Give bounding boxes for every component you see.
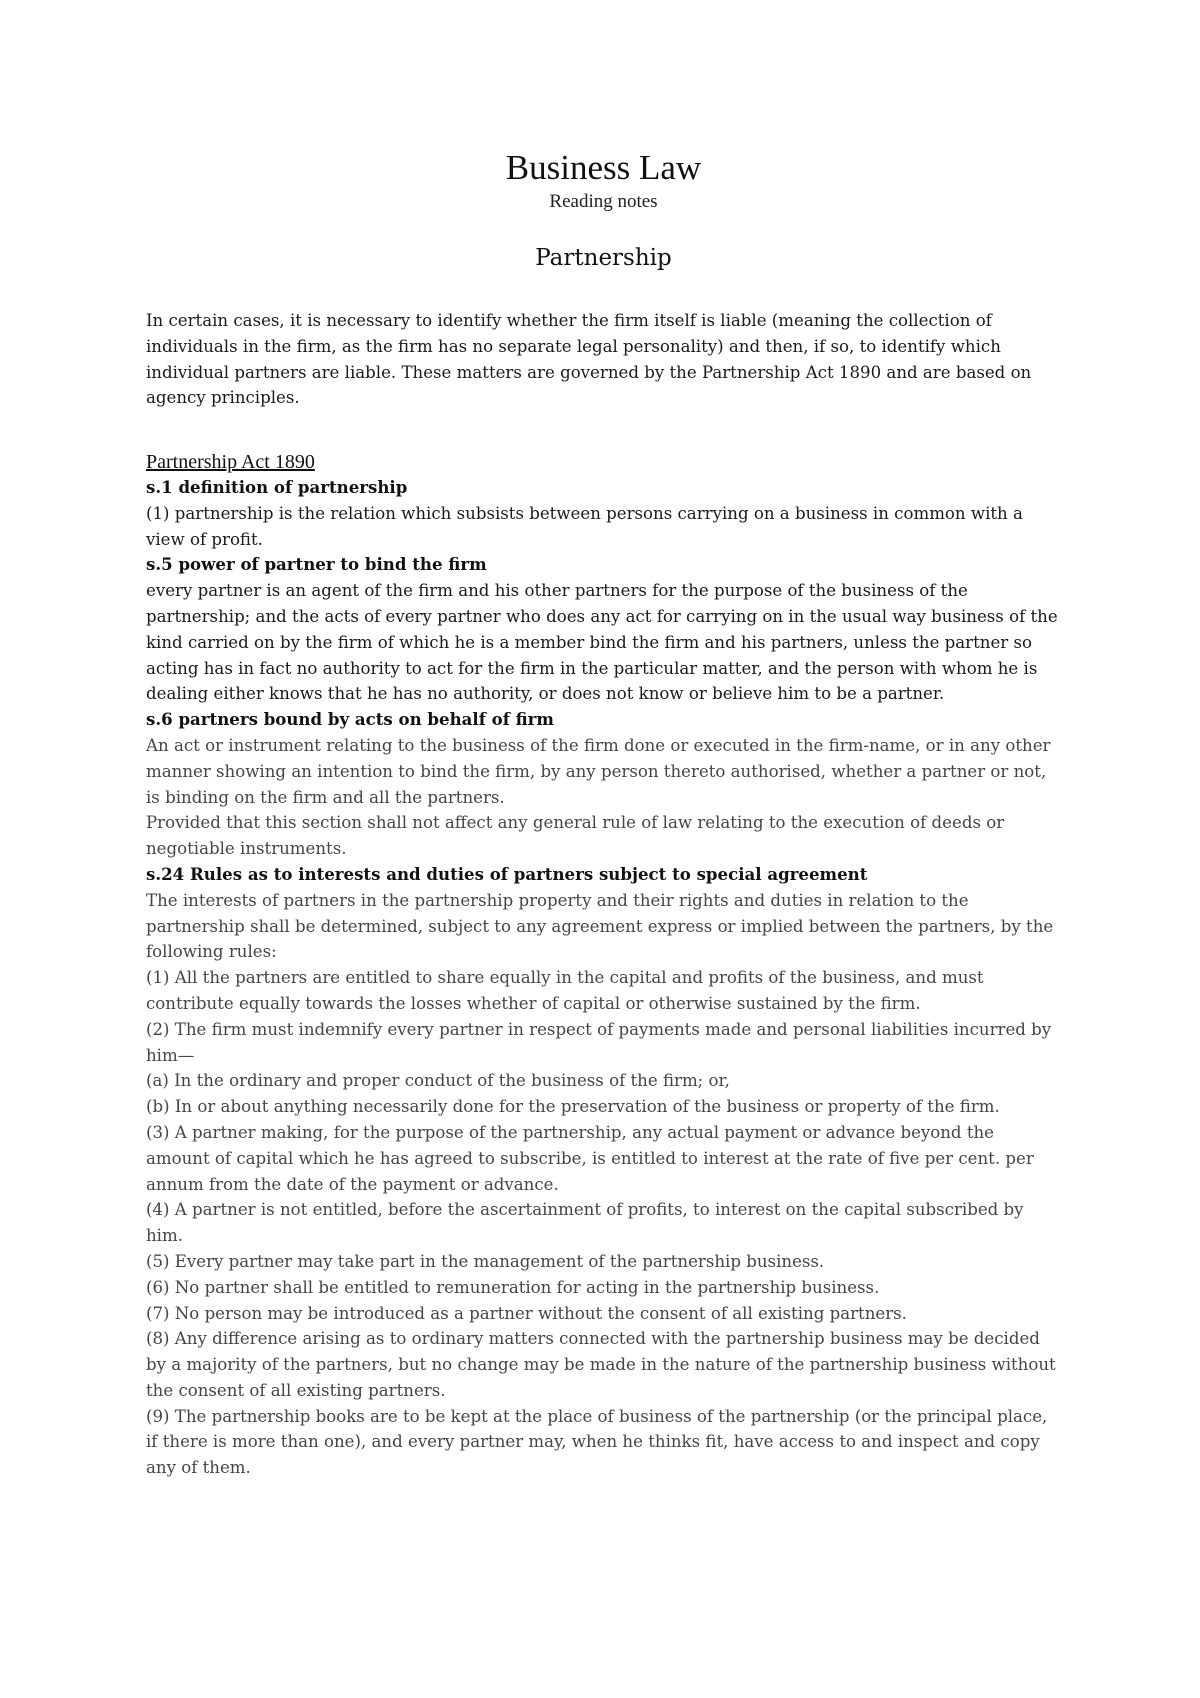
section-heading-partnership: Partnership (535, 245, 672, 271)
s24-rule-8: (8) Any difference arising as to ordinary matters connected with the partnership business may be decided by a majority of the partners, but no change may be made in the nature of the partnership business without the consent of all existing partners. (146, 1329, 1056, 1400)
s24-rule-2a: (a) In the ordinary and proper conduct of the business of the firm; or, (146, 1071, 730, 1091)
partnership-act-section (146, 449, 1061, 1481)
s1-text: (1) partnership is the relation which subsists between persons carrying on a business in common with a view of profit. (146, 503, 1023, 549)
s24-rule-2: (2) The firm must indemnify every partner in respect of payments made and personal liabilities incurred by him— (146, 1019, 1052, 1065)
s1-heading: s.1 definition of partnership (146, 477, 408, 497)
s24-rule-3: (3) A partner making, for the purpose of the partnership, any actual payment or advance beyond the amount of capital which he has agreed to subscribe, is entitled to interest at the rate of five per cent. per annum from the date of the payment or advance. (146, 1122, 1034, 1194)
s24-rule-6: (6) No partner shall be entitled to remuneration for acting in the partnership business. (146, 1277, 880, 1297)
s24-rule-7: (7) No person may be introduced as a partner without the consent of all existing partners. (146, 1303, 907, 1323)
s24-rule-2b: (b) In or about anything necessarily done for the preservation of the business or property of the firm. (146, 1097, 1000, 1117)
act-title: Partnership Act 1890 (146, 451, 315, 473)
s24-heading: s.24 Rules as to interests and duties of partners subject to special agreement (146, 863, 868, 884)
s24-rule-1: (1) All the partners are entitled to share equally in the capital and profits of the business, and must contribute equally towards the losses whether of capital or otherwise sustained by the firm. (146, 968, 984, 1013)
s5-heading: s.5 power of partner to bind the firm (146, 554, 487, 575)
document-title: Business Law (505, 148, 702, 187)
s24-intro: The interests of partners in the partnership property and their rights and duties in relation to the partnership shall be determined, subject to any agreement express or implied between the partners, by the following rules: (146, 890, 1054, 962)
s6-text: An act or instrument relating to the business of the firm done or executed in the firm-name, or in any other manner showing an intention to bind the firm, by any person thereto authorised, whether a partner or not, is binding on the firm and all the partners. (146, 735, 1051, 807)
s24-rule-5: (5) Every partner may take part in the management of the partnership business. (146, 1251, 825, 1271)
s6-proviso: Provided that this section shall not affect any general rule of law relating to the execution of deeds or negotiable instruments. (146, 813, 1005, 859)
intro-paragraph: In certain cases, it is necessary to identify whether the firm itself is liable (meaning the collection of individuals in the firm, as the firm has no separate legal personality) and then, if so, to identify which individual partners are liable. These matters are governed by the Partnership Act 1890 and are based on agency principles. (146, 311, 1032, 408)
s24-rule-4: (4) A partner is not entitled, before the ascertainment of profits, to interest on the capital subscribed by him. (146, 1200, 1024, 1246)
s5-text: every partner is an agent of the firm and his other partners for the purpose of the business of the partnership; and the acts of every partner who does any act for carrying on in the usual way business of the kind carried on by the firm of which he is a member bind the firm and his partners, unless the partner so acting has in fact no authority to act for the firm in the particular matter, and the person with whom he is dealing either knows that he has no authority, or does not know or believe him to be a partner. (146, 581, 1058, 704)
s6-heading: s.6 partners bound by acts on behalf of firm (146, 709, 554, 730)
document-subtitle: Reading notes (549, 191, 658, 212)
s24-rule-9: (9) The partnership books are to be kept at the place of business of the partnership (or the principal place, if there is more than one), and every partner may, when he thinks fit, have access to and inspect and copy any of them. (146, 1406, 1048, 1478)
